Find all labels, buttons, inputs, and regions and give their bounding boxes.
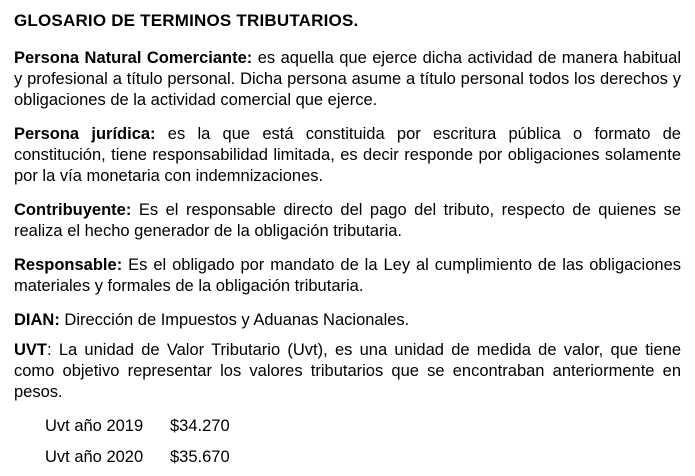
term-label: Responsable: <box>14 256 123 274</box>
uvt-year-row-2020 <box>45 447 681 468</box>
term-label: Contribuyente: <box>14 201 132 219</box>
term-label: Persona Natural Comerciante: <box>14 49 253 67</box>
uvt-year-label: Uvt año 2020 <box>45 448 144 466</box>
term-label: Persona jurídica: <box>14 125 156 143</box>
glossary-entry-persona-juridica <box>14 124 681 187</box>
glossary-entry-uvt <box>14 340 681 403</box>
glossary-entry-contribuyente <box>14 200 681 242</box>
term-definition: es la que está constituida por escritura pública o formato de constitución, tiene responsabilidad limitada, es decir responde por obligaciones solamente por la vía monetaria con indemnizaciones. <box>14 125 681 185</box>
term-definition: Es el obligado por mandato de la Ley al cumplimiento de las obligaciones materiales y formales de la obligación tributaria. <box>14 256 681 295</box>
term-definition: Es el responsable directo del pago del tributo, respecto de quienes se realiza el hecho generador de la obligación tributaria. <box>14 201 681 240</box>
term-definition: : La unidad de Valor Tributario (Uvt), es una unidad de medida de valor, que tiene como objetivo representar los valores tributarios que se encontraban anteriormente en pesos. <box>14 341 681 401</box>
uvt-year-value: $34.270 <box>170 417 230 435</box>
uvt-year-row-2019 <box>45 416 681 437</box>
glossary-entry-responsable <box>14 255 681 297</box>
term-definition: Dirección de Impuestos y Aduanas Nacionales. <box>59 311 410 329</box>
glossary-entry-dian <box>14 310 681 331</box>
uvt-year-value: $35.670 <box>170 448 230 466</box>
document-title: GLOSARIO DE TERMINOS TRIBUTARIOS. <box>14 11 359 30</box>
uvt-year-label: Uvt año 2019 <box>45 417 144 435</box>
term-label: UVT <box>14 341 47 359</box>
term-definition: es aquella que ejerce dicha actividad de manera habitual y profesional a título personal. Dicha persona asume a título personal todos los derechos y obligaciones de la actividad comercial que ejerce. <box>14 49 681 109</box>
term-label: DIAN: <box>14 311 60 329</box>
glossary-entry-persona-natural <box>14 48 681 111</box>
